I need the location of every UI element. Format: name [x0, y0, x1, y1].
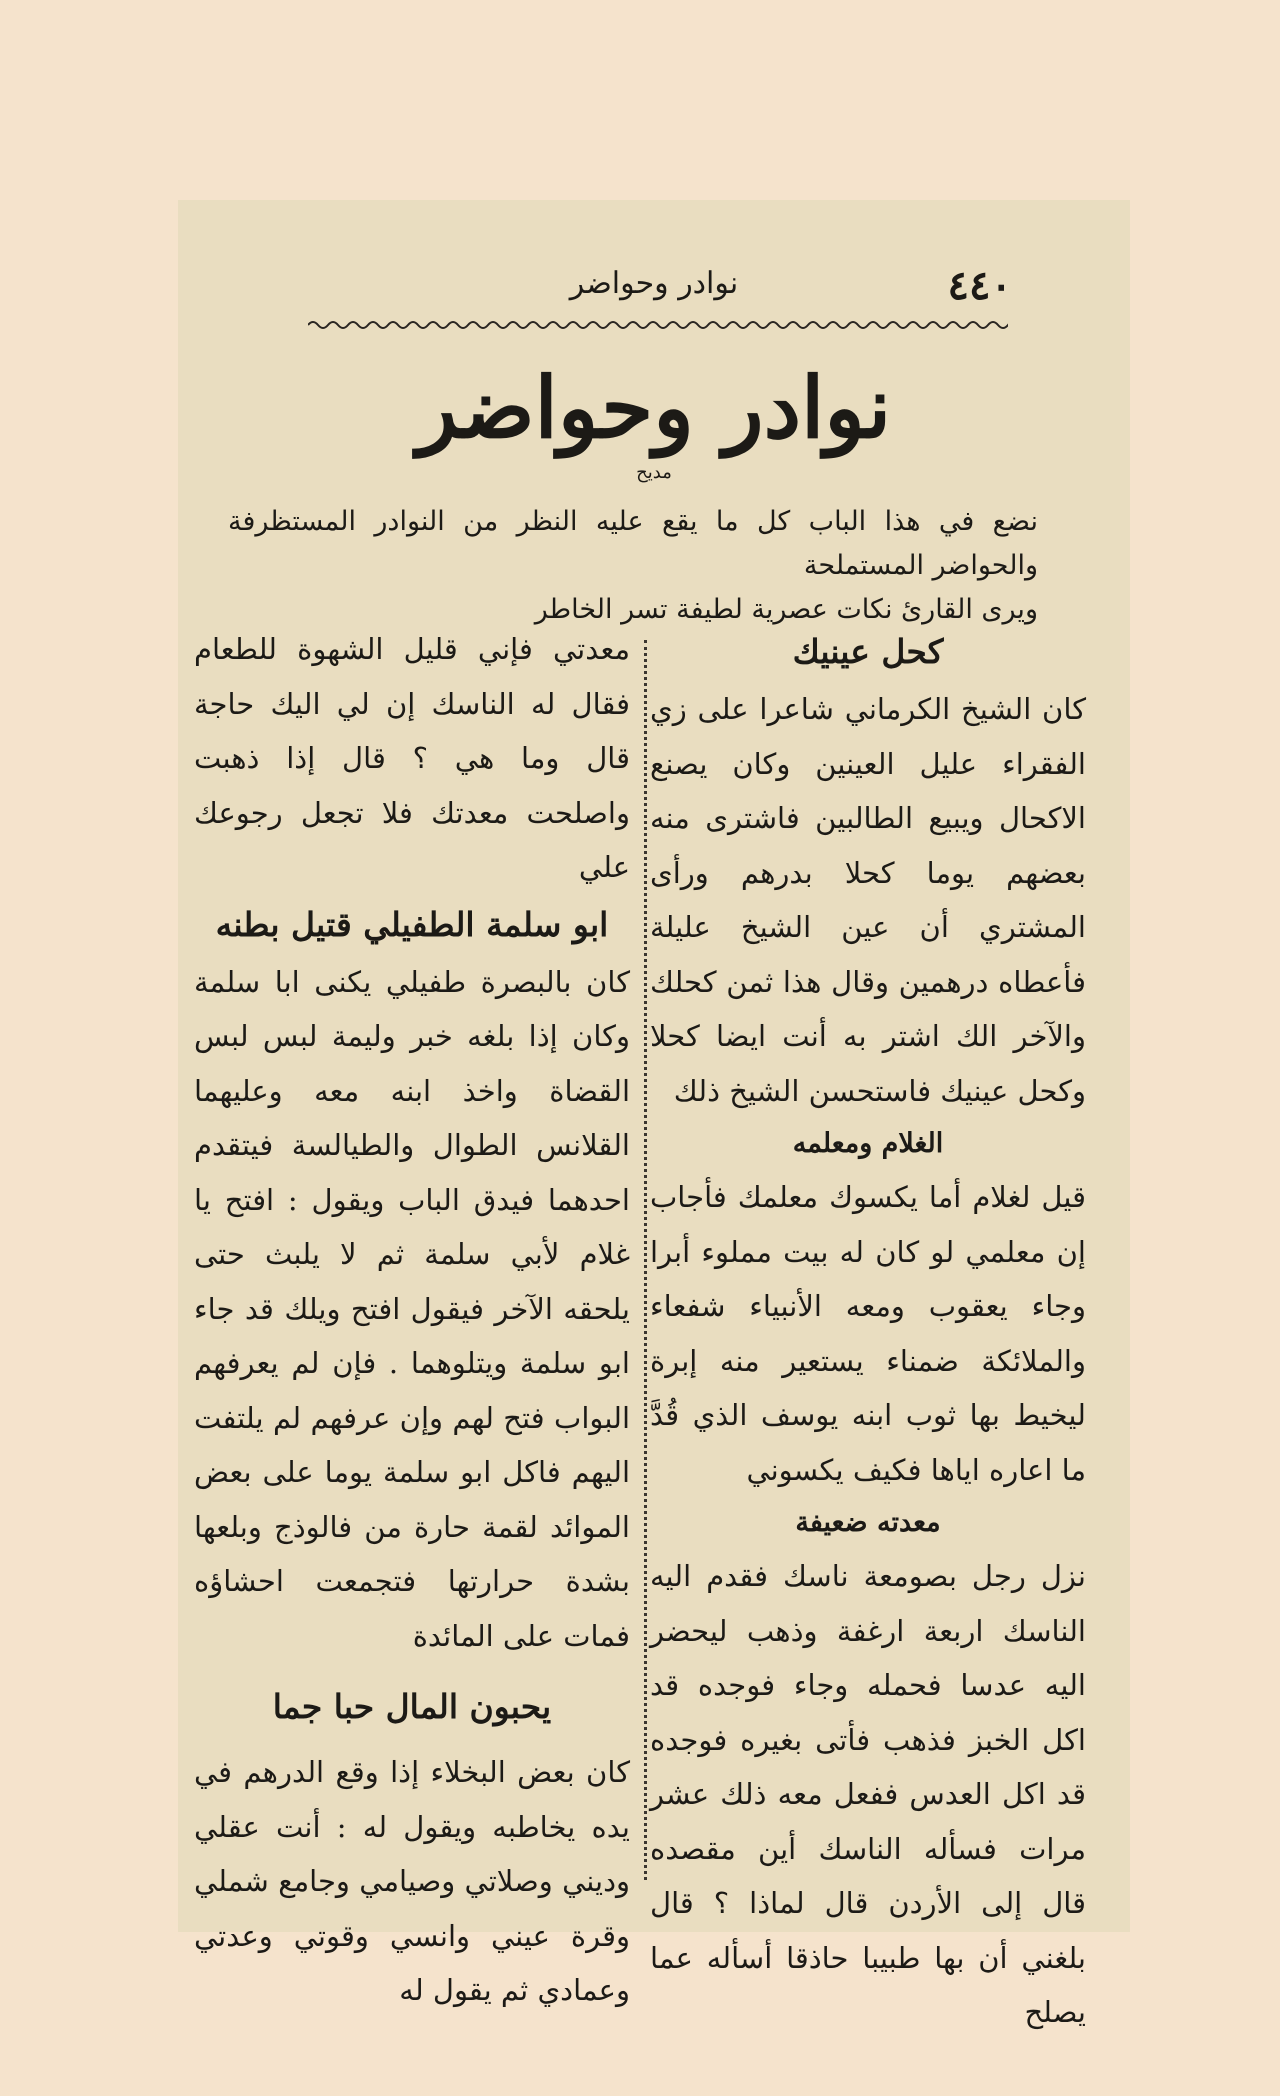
section-title-love-money: يحبون المال حبا جما [272, 1687, 552, 1726]
column-divider [644, 640, 647, 1880]
left-column [194, 622, 630, 2018]
section-title-abu-salama: ابو سلمة الطفيلي قتيل بطنه [215, 904, 609, 944]
book-page [178, 200, 1130, 2029]
running-title: نوادر وحواضر [569, 266, 739, 301]
section-text-love-money: كان بعض البخلاء إذا وقع الدرهم في يده يخاطبه ويقول له : أنت عقلي وديني وصلاتي وصيامي وجامع شملي وقرة عيني وانسي وقوتي وعدتي وعمادي ثم يقول له [194, 1755, 630, 2007]
title-ornament-text: مديح [636, 462, 672, 483]
intro-line-2: ويرى القارئ نكات عصرية لطيفة تسر الخاطر [534, 594, 1038, 625]
section-text-boy-teacher: قيل لغلام أما يكسوك معلمك فأجاب إن معلمي لو كان له بيت مملوء أبرا وجاء يعقوب ومعه الأنبياء شفعاء والملائكة ضمناء يستعير منه إبرة ليخيط بها ثوب ابنه يوسف الذي قُدَّ ما اعاره اياها فكيف يكسوني [650, 1180, 1086, 1487]
wavy-rule-divider [308, 318, 1008, 332]
section-text-abu-salama: كان بالبصرة طفيلي يكنى ابا سلمة وكان إذا بلغه خبر وليمة لبس لبس القضاة واخذ ابنه معه وعليهما القلانس الطوال والطيالسة فيتقدم احدهما فيدق الباب ويقول : افتح يا غلام لأبي سلمة ثم لا يلبث حتى يلحقه الآخر فيقول افتح ويلك قد جاء ابو سلمة ويتلوهما . فإن لم يعرفهم البواب فتح لهم وإن عرفهم لم يلتفت اليهم فاكل ابو سلمة يوما على بعض الموائد لقمة حارة من فالوذج وبلعها بشدة حرارتها فتجمعت احشاؤه فمات على المائدة [194, 964, 630, 1653]
intro-line-1: نضع في هذا الباب كل ما يقع عليه النظر من النوادر المستظرفة والحواضر المستملحة [228, 506, 1038, 581]
section-text-weak-stomach-continued: معدتي فإني قليل الشهوة للطعام فقال له الناسك إن لي اليك حاجة قال وما هي ؟ قال إذا ذهبت واصلحت معدتك فلا تجعل رجوعك علي [194, 632, 630, 884]
main-title: نوادر وحواضر [416, 358, 892, 457]
section-title-weak-stomach: معدته ضعيفة [795, 1507, 941, 1538]
section-text-kohl: كان الشيخ الكرماني شاعرا على زي الفقراء عليل العينين وكان يصنع الاكحال ويبيع الطالبين فاشترى منه بعضهم يوما كحلا بدرهم ورأى المشتري أن عين الشيخ عليلة فأعطاه درهمين وقال هذا ثمن كحلك والآخر الك اشتر به أنت ايضا كحلا وكحل عينيك فاستحسن الشيخ ذلك [650, 692, 1086, 1108]
intro-paragraph [228, 500, 1038, 632]
section-title-boy-teacher: الغلام ومعلمه [792, 1128, 944, 1159]
right-column [650, 622, 1086, 2040]
page-header [178, 256, 1130, 316]
section-title-kohl: كحل عينيك [792, 632, 944, 671]
section-text-weak-stomach: نزل رجل بصومعة ناسك فقدم اليه الناسك اربعة ارغفة وذهب ليحضر اليه عدسا فحمله وجاء فوجده قد اكل الخبز فذهب فأتى بغيره فوجده قد اكل العدس ففعل معه ذلك عشر مرات فسأله الناسك أين مقصده قال إلى الأردن قال لماذا ؟ قال بلغني أن بها طبيبا حاذقا أسأله عما يصلح [650, 1559, 1086, 2029]
page-number: ٤٤٠ [947, 262, 1012, 309]
